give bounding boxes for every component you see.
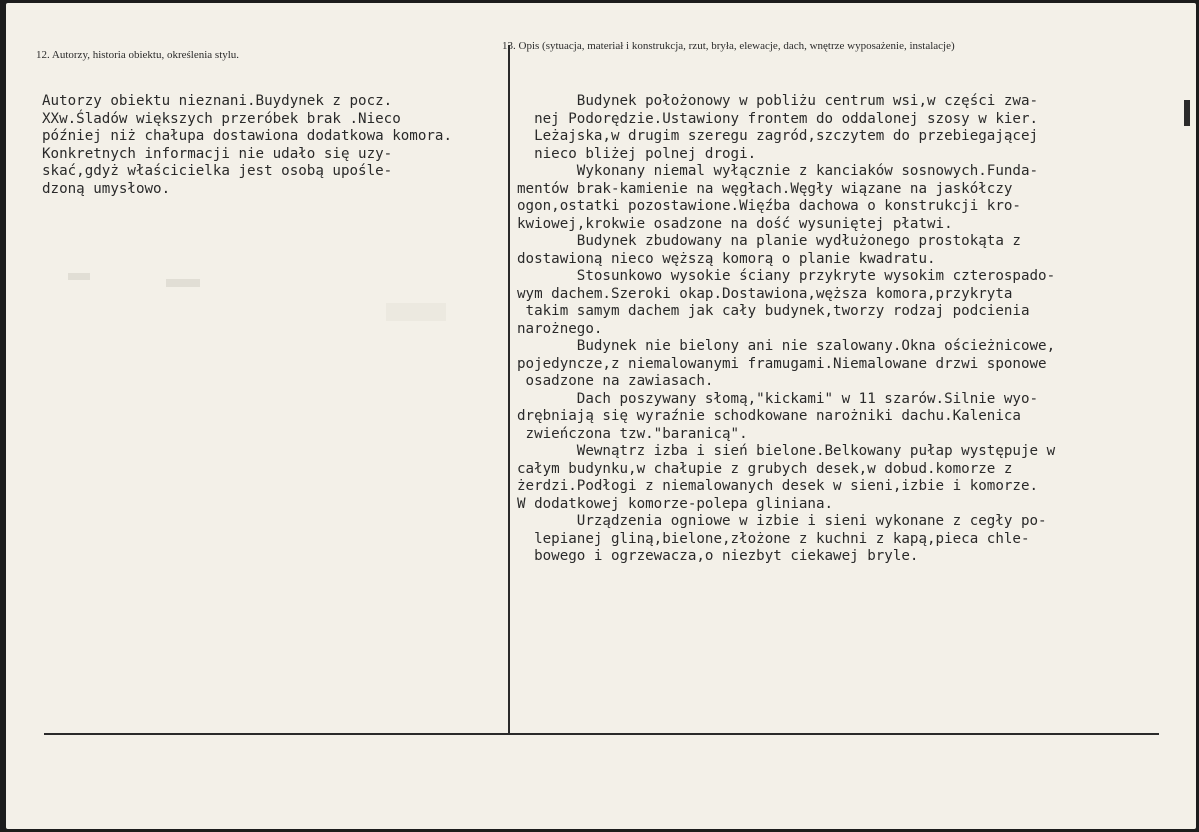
paper-stain xyxy=(68,273,90,280)
edge-mark xyxy=(1184,100,1190,126)
section-13-heading: 13. Opis (sytuacja, materiał i konstrukcja, rzut, bryła, elewacje, dach, wnętrze wyposażenie, instalacje) xyxy=(502,40,955,52)
section-12-heading: 12. Autorzy, historia obiektu, określenia stylu. xyxy=(36,49,240,61)
authors-history-text: Autorzy obiektu nieznani.Buydynek z pocz. XXw.Śladów większych przeróbek brak .Nieco później niż chałupa dostawiona dodatkowa komora. Konkretnych informacji nie udało się uzy- skać,gdyż właścicielka jest osobą upośle- dzoną umysłowo. xyxy=(42,93,452,197)
column-divider xyxy=(508,45,510,735)
paper-stain xyxy=(166,279,200,287)
bottom-rule xyxy=(44,733,1159,735)
description-text: Budynek położonowy w pobliżu centrum wsi,w części zwa- nej Podorędzie.Ustawiony frontem do oddalonej szosy w kier. Leżajska,w drugim szeregu zagród,szczytem do przebiegającej nieco bliżej polnej drogi. Wykonany niemal wyłącznie z kanciaków sosnowych.Funda- mentów brak-kamienie na węgłach.Węgły wiązane na jaskółczy ogon,ostatki pozostawione.Więźba dachowa o konstrukcji kro- kwiowej,krokwie osadzone na dość wysuniętej płatwi. Budynek zbudowany na planie wydłużonego prostokąta z dostawioną nieco węższą komorą o planie kwadratu. Stosunkowo wysokie ściany przykryte wysokim czterospado- wym dachem.Szeroki okap.Dostawiona,węższa komora,przykryta takim samym dachem jak cały budynek,tworzy rodzaj podcienia narożnego. Budynek nie bielony ani nie szalowany.Okna ościeżnicowe, pojedyncze,z niemalowanymi framugami.Niemalowane drzwi sponowe osadzone na zawiasach. Dach poszywany słomą,"kickami" w 11 szarów.Silnie wyo- drębniają się wyraźnie schodkowane narożniki dachu.Kalenica zwieńczona tzw."baranicą". Wewnątrz izba i sień bielone.Belkowany pułap występuje w całym budynku,w chałupie z grubych desek,w dobud.komorze z żerdzi.Podłogi z niemalowanych desek w sieni,izbie i komorze. W dodatkowej komorze-polepa gliniana. Urządzenia ogniowe w izbie i sieni wykonane z cegły po- lepianej gliną,bielone,złożone z kuchni z kapą,pieca chle- bowego i ogrzewacza,o niezbyt ciekawej bryle. xyxy=(517,93,1056,564)
paper-stain xyxy=(386,303,446,321)
